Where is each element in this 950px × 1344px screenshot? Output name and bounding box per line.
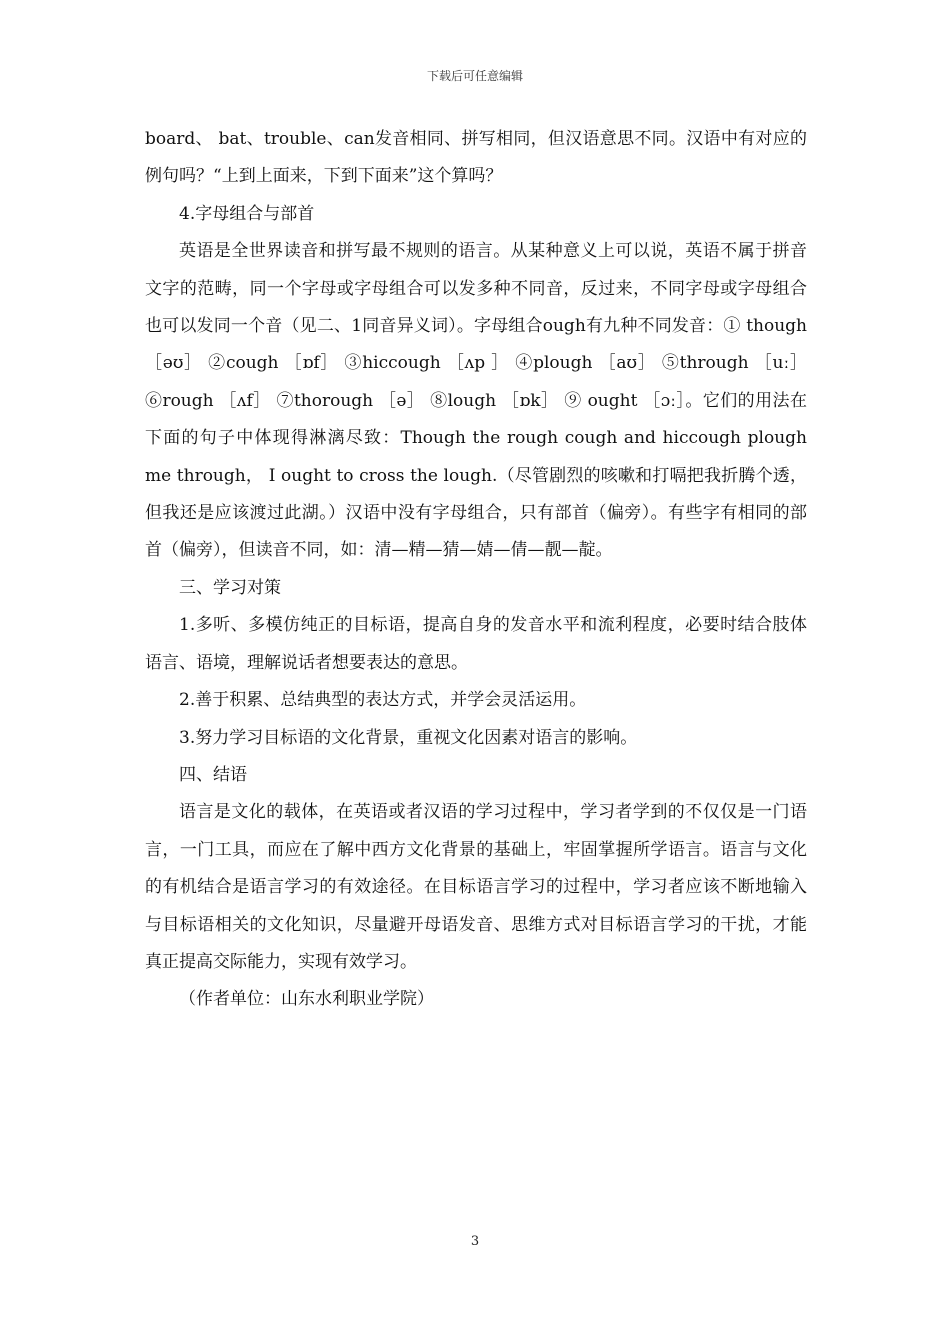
author-affiliation: （作者单位：山东水利职业学院） xyxy=(179,989,434,1010)
paragraph: 英语是全世界读音和拼写最不规则的语言。从某种意义上可以说，英语不属于拼音文字的范畴，同一个字母或字母组合可以发多种不同音，反过来，不同字母或字母组合也可以发同一个音（见二、1同音异义词）。字母组合ough有九种不同发音：① though ［əʊ］ ②cough ［ɒf］ ③hiccough ［ʌp ］ ④plough ［aʊ］ ⑤through ［uː］ ⑥rough ［ʌf］ ⑦thorough ［ə］ ⑧lough ［ɒk］ ⑨ ought ［ɔː］。它们的用法在下面的句子中体现得淋漓尽致：Though the rough cough and hiccough plough me through， I ought to cross the lough.（尽管剧烈的咳嗽和打嗝把我折腾个透，但我还是应该渡过此湖。）汉语中没有字母组合，只有部首（偏旁）。有些字有相同的部首（偏旁），但读音不同，如：清—精—猜—婧—倩—靓—靛。 xyxy=(145,241,807,561)
page-header: 下载后可任意编辑 xyxy=(426,69,523,83)
list-item: 2.善于积累、总结典型的表达方式，并学会灵活运用。 xyxy=(179,690,587,711)
paragraph: board、 bat、trouble、can发音相同、拼写相同，但汉语意思不同。汉语中有对应的例句吗？“上到上面来，下到下面来”这个算吗？ xyxy=(145,129,807,187)
paragraph: 语言是文化的载体，在英语或者汉语的学习过程中，学习者学到的不仅仅是一门语言，一门工具，而应在了解中西方文化背景的基础上，牢固掌握所学语言。语言与文化的有机结合是语言学习的有效途径。在目标语言学习的过程中，学习者应该不断地输入与目标语相关的文化知识，尽量避开母语发音、思维方式对目标语言学习的干扰，才能真正提高交际能力，实现有效学习。 xyxy=(145,802,807,972)
section-heading: 三、学习对策 xyxy=(179,577,281,598)
document-body xyxy=(145,121,807,1019)
section-heading: 四、结语 xyxy=(179,764,247,785)
list-item: 3.努力学习目标语的文化背景，重视文化因素对语言的影响。 xyxy=(179,727,638,748)
section-heading: 4.字母组合与部首 xyxy=(179,203,315,224)
page-number: 3 xyxy=(470,1234,480,1249)
list-item: 1.多听、多模仿纯正的目标语，提高自身的发音水平和流利程度，必要时结合肢体语言、语境，理解说话者想要表达的意思。 xyxy=(145,615,807,673)
